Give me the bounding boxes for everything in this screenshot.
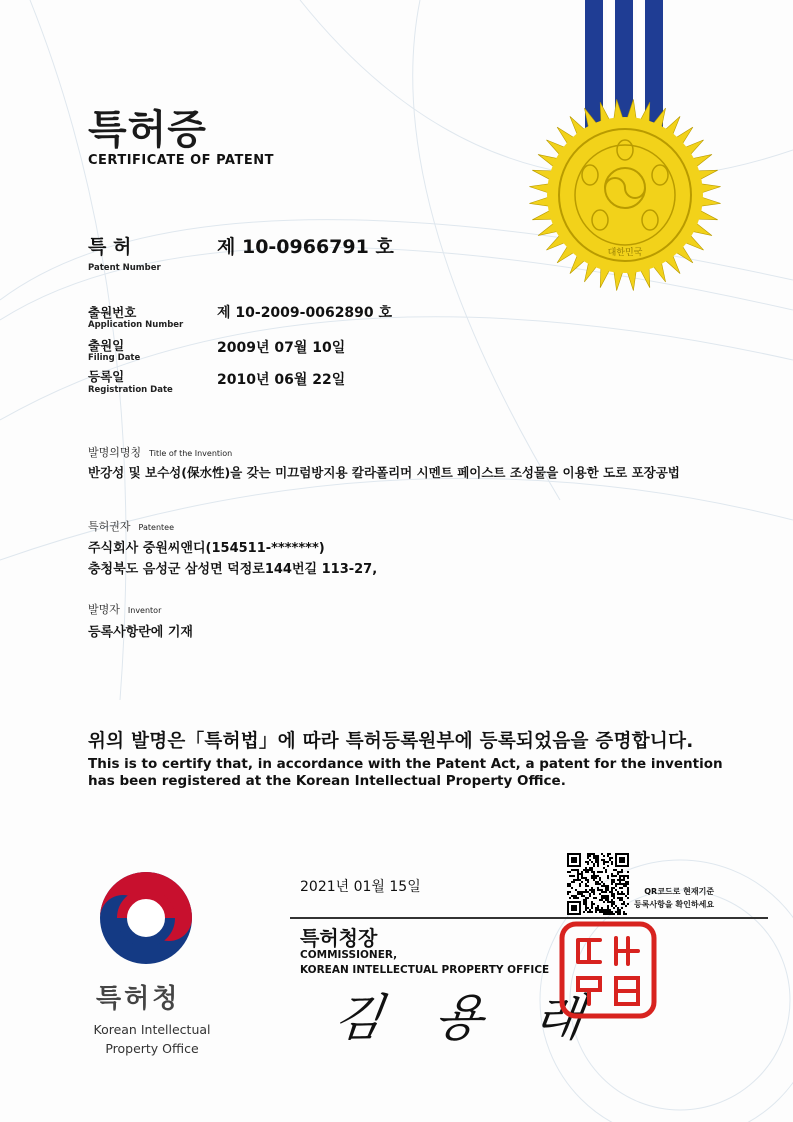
commissioner-title-en: [300, 948, 549, 978]
patent-number-label-en: Patent Number: [88, 263, 161, 273]
patentee-label-en: Patentee: [138, 523, 174, 532]
kipo-name-en-line2: Property Office: [105, 1041, 199, 1056]
registration-date-label-en: Registration Date: [88, 385, 173, 395]
inventor-label: [88, 601, 161, 617]
certificate-title-en: CERTIFICATE OF PATENT: [88, 153, 274, 168]
gold-seal-emblem: [525, 0, 725, 310]
patentee-label-ko: 특허권자: [88, 520, 131, 533]
certification-text-en: This is to certify that, in accordance with the Patent Act, a patent for the invention has been registered at the Korean Intellectual Property Office.: [88, 756, 723, 789]
invention-label-en: Title of the Invention: [149, 449, 233, 458]
patentee-name: 주식회사 중원씨앤디(154511-*******): [88, 541, 325, 556]
qr-note: [634, 885, 714, 911]
qr-code-icon[interactable]: [567, 853, 629, 915]
qr-note-line1: QR코드로 현재기준: [644, 887, 715, 896]
kipo-logo-icon: [96, 868, 196, 968]
kipo-name-en: [82, 1020, 222, 1058]
inventor-label-ko: 발명자: [88, 603, 120, 616]
commissioner-signature: 김 용 래: [330, 989, 606, 1047]
certification-text-ko: 위의 발명은「특허법」에 따라 특허등록원부에 등록되었음을 증명합니다.: [88, 731, 694, 752]
filing-date-value: 2009년 07월 10일: [217, 340, 346, 356]
invention-label: [88, 444, 232, 460]
filing-date-label-en: Filing Date: [88, 353, 141, 363]
application-number-label: 출원번호: [88, 305, 137, 320]
certificate-title: 특허증: [88, 107, 207, 153]
patent-number-value: 제 10-0966791 호: [217, 236, 394, 258]
commissioner-title-ko: 특허청장: [300, 926, 378, 950]
commissioner-title-en-line1: COMMISSIONER,: [300, 949, 398, 961]
official-seal-stamp: [558, 920, 658, 1020]
commissioner-title-en-line2: KOREAN INTELLECTUAL PROPERTY OFFICE: [300, 964, 550, 976]
signature-divider: [290, 917, 768, 919]
inventor-value: 등록사항란에 기재: [88, 625, 193, 640]
patentee-address: 충청북도 음성군 삼성면 덕정로144번길 113-27,: [88, 562, 378, 577]
patent-number-label: 특 허: [88, 236, 132, 258]
kipo-name-en-line1: Korean Intellectual: [93, 1022, 211, 1037]
invention-label-ko: 발명의명칭: [88, 446, 142, 459]
filing-date-label: 출원일: [88, 338, 125, 353]
patentee-label: [88, 518, 174, 534]
registration-date-label: 등록일: [88, 369, 125, 384]
application-number-label-en: Application Number: [88, 320, 184, 330]
kipo-name-ko: 특허청: [96, 984, 181, 1014]
registration-date-value: 2010년 06월 22일: [217, 372, 346, 388]
seal-emblem-text: 대한민국: [607, 248, 643, 258]
issue-date: 2021년 01월 15일: [300, 879, 421, 895]
qr-note-line2: 등록사항을 확인하세요: [634, 900, 715, 909]
invention-title-value: 반강성 및 보수성(保水性)을 갖는 미끄럼방지용 칼라폴리머 시멘트 페이스트 조성물을 이용한 도로 포장공법: [88, 465, 680, 480]
inventor-label-en: Inventor: [127, 606, 162, 615]
application-number-value: 제 10-2009-0062890 호: [217, 305, 393, 321]
